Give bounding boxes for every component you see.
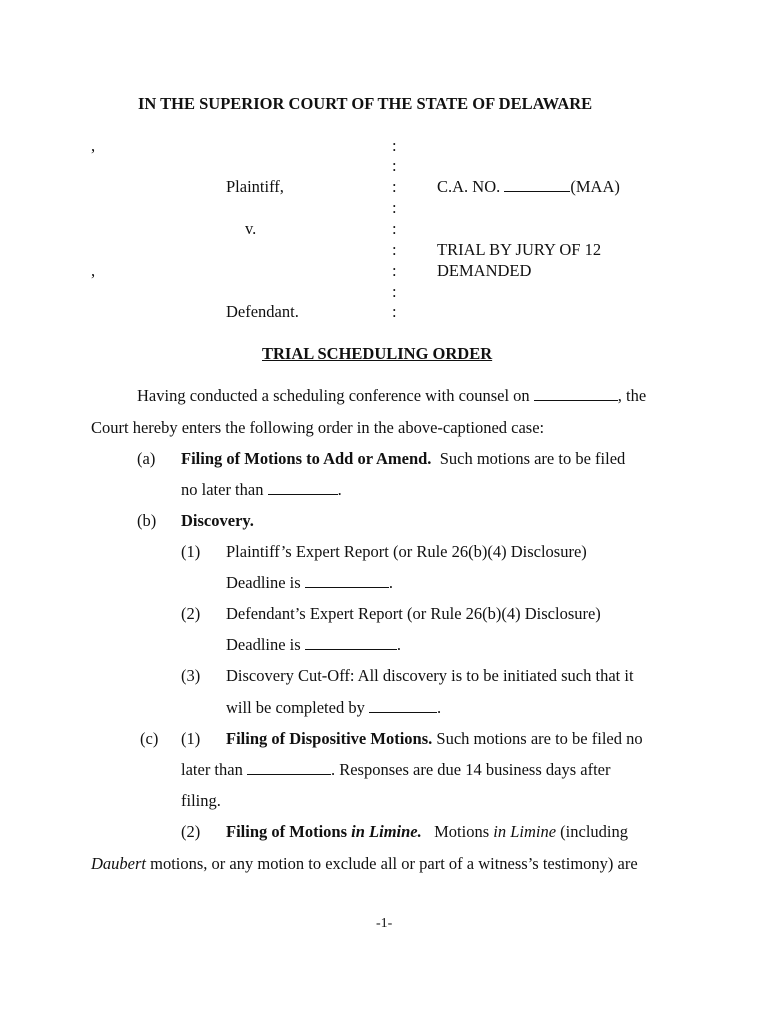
item-c1-line3: filing.	[181, 791, 221, 810]
case-number-suffix: (MAA)	[570, 177, 620, 196]
caption-colon: :	[392, 261, 397, 280]
item-c2-line2	[91, 854, 638, 874]
item-b1-line2	[226, 573, 393, 593]
item-c1-text: Such motions are to be filed no	[436, 729, 643, 748]
page-number: -1-	[376, 916, 393, 931]
item-a-line2-text: no later than	[181, 480, 264, 499]
item-b1-text: Plaintiff’s Expert Report (or Rule 26(b)(4) Disclosure)	[226, 542, 587, 561]
defendant-expert-deadline-blank	[305, 635, 397, 650]
item-a-text: Such motions are to be filed	[439, 449, 626, 468]
item-b2-label: (2)	[181, 604, 201, 623]
item-c2-label: (2)	[181, 822, 201, 841]
item-a-label: (a)	[137, 449, 156, 468]
caption-colon: :	[392, 156, 397, 175]
plaintiff-label: Plaintiff,	[226, 177, 284, 196]
intro-line2: Court hereby enters the following order in the above-captioned case:	[91, 418, 545, 437]
item-b2-line2-end: .	[396, 635, 401, 654]
item-c1-line2	[181, 760, 611, 780]
amend-deadline-blank	[268, 480, 338, 495]
item-c2-line2-text: motions, or any motion to exclude all or part of a witness’s testimony) are	[150, 854, 638, 873]
defendant-name-comma: ,	[91, 261, 96, 280]
caption-colon: :	[392, 282, 397, 301]
item-c2-heading	[226, 822, 422, 841]
item-c2-heading-italic: in Limine.	[351, 822, 422, 841]
discovery-cutoff-blank	[369, 698, 437, 713]
item-b2-line2-text: Deadline is	[226, 635, 301, 654]
item-b3-line2-end: .	[436, 698, 442, 717]
caption-colon: :	[392, 302, 397, 321]
item-c1-label: (1)	[181, 729, 201, 748]
jury-demand-line2: DEMANDED	[437, 261, 532, 280]
item-b-heading: Discovery.	[181, 511, 254, 530]
item-c1-line1	[226, 729, 643, 749]
item-a-line1	[181, 449, 625, 469]
item-b3-line2-text: will be completed by	[226, 698, 365, 717]
case-number	[437, 177, 620, 197]
item-c2-text-italic: in Limine	[493, 822, 557, 841]
caption-colon: :	[392, 177, 397, 196]
plaintiff-expert-deadline-blank	[305, 573, 389, 588]
item-b2-line2	[226, 635, 401, 655]
caption-colon: :	[392, 219, 397, 238]
defendant-label: Defendant.	[226, 302, 299, 321]
item-c1-heading: Filing of Dispositive Motions.	[226, 729, 433, 748]
intro-text: Having conducted a scheduling conference with counsel on	[137, 386, 530, 405]
item-b3-line2	[226, 698, 441, 718]
item-c1-line2-end: . Responses are due 14 business days after	[330, 760, 611, 779]
order-title: TRIAL SCHEDULING ORDER	[262, 344, 493, 363]
caption-colon: :	[392, 136, 397, 155]
item-a-heading: Filing of Motions to Add or Amend.	[181, 449, 432, 468]
item-b1-line2-end: .	[388, 573, 393, 592]
item-c2-line2-italic: Daubert	[91, 854, 146, 873]
item-c1-line2-text: later than	[181, 760, 243, 779]
item-c2-text: Motions	[434, 822, 490, 841]
item-c2-line1	[226, 822, 628, 842]
item-a-line2-end: .	[337, 480, 342, 499]
item-b2-text: Defendant’s Expert Report (or Rule 26(b)(4) Disclosure)	[226, 604, 601, 623]
dispositive-deadline-blank	[247, 760, 331, 775]
item-c-label: (c)	[140, 729, 159, 748]
intro-line1	[137, 386, 646, 406]
item-c2-text-end: (including	[560, 822, 628, 841]
conference-date-blank	[534, 386, 618, 401]
caption-colon: :	[392, 198, 397, 217]
case-number-prefix: C.A. NO.	[437, 177, 501, 196]
plaintiff-name-comma: ,	[91, 136, 96, 155]
item-b3-text: Discovery Cut-Off: All discovery is to be initiated such that it	[226, 666, 634, 685]
caption-colon: :	[392, 240, 397, 259]
intro-text-end: , the	[617, 386, 647, 405]
item-b3-label: (3)	[181, 666, 201, 685]
item-b1-line2-text: Deadline is	[226, 573, 301, 592]
item-a-line2	[181, 480, 342, 500]
court-title: IN THE SUPERIOR COURT OF THE STATE OF DELAWARE	[138, 94, 593, 113]
item-c2-heading-text: Filing of Motions	[226, 822, 348, 841]
item-b1-label: (1)	[181, 542, 201, 561]
versus-label: v.	[245, 219, 257, 238]
case-number-blank	[504, 177, 570, 192]
item-b-label: (b)	[137, 511, 157, 530]
jury-demand-line1: TRIAL BY JURY OF 12	[437, 240, 602, 259]
